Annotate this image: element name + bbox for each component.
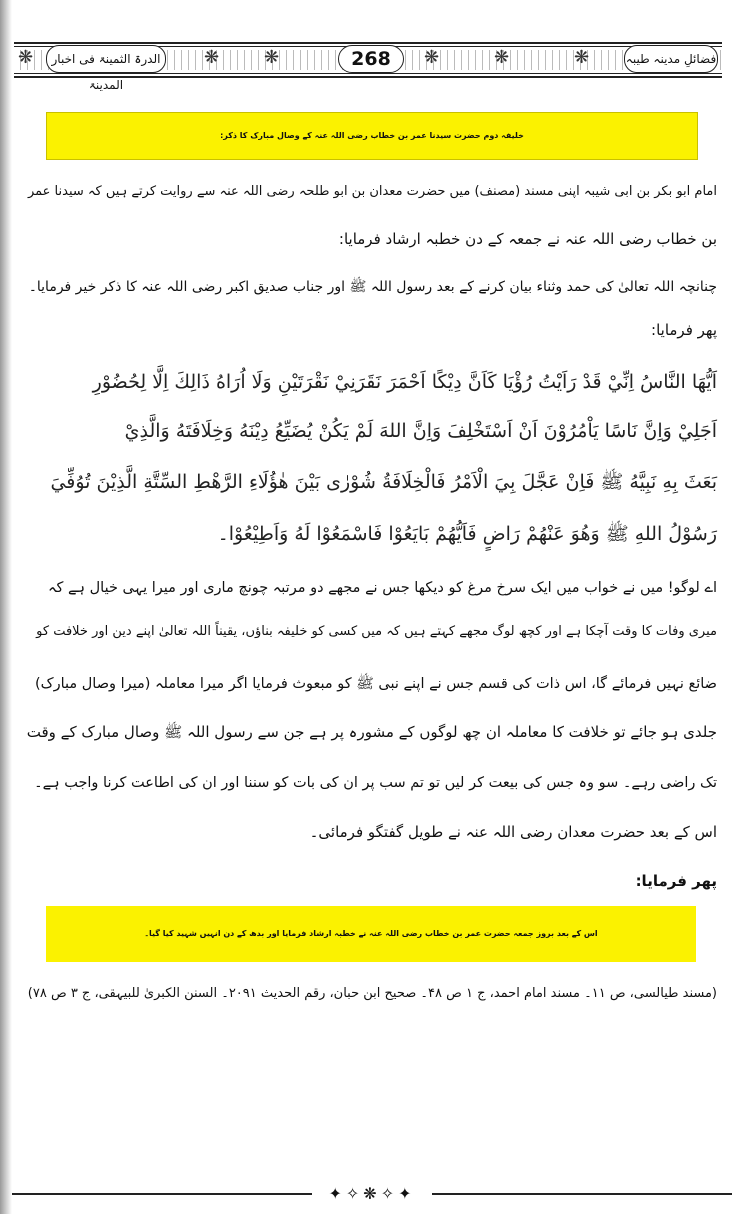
header-rule	[14, 73, 722, 74]
footer-rule	[12, 1193, 312, 1195]
page-edge-shadow	[0, 0, 12, 1214]
arabic-line: اَجَلِيْ وَاِنَّ نَاسًا يَاْمُرُوْنَ اَنْ اَسْتَخْلِفَ وَاِنَّ اللهَ لَمْ يَكُنْ يُضَيِّعُ دِيْنَهُ وَخِلَافَتَهُ وَالَّذِيْ	[124, 420, 717, 442]
section-title: خلیفہ دوم حضرت سیدنا عمر بن خطاب رضی اللہ عنہ کے وصال مبارک کا ذکر:	[46, 112, 698, 160]
after-line: اس کے بعد حضرت معدان رضی اللہ عنہ نے طویل گفتگو فرمائی۔	[309, 823, 717, 841]
ornament-icon: ❋	[574, 47, 590, 68]
footer-rule	[432, 1193, 732, 1195]
header-rule	[14, 42, 722, 44]
header-book-title: الدرۃ الثمینۃ فی اخبار المدینۃ	[46, 45, 166, 73]
ornament-icon: ❋	[204, 47, 220, 68]
page-number: 268	[338, 45, 404, 73]
arabic-line: اَيُّهَا النَّاسُ اِنِّيْ قَدْ رَاَيْتُ رُؤْيَا كَاَنَّ دِيْكًا اَحْمَرَ نَقَرَنِيْ نَقْرَتَيْنِ وَلَا اُرَاهُ ذَالِكَ اِلَّا لِحُضُوْرِ	[92, 371, 717, 393]
translation-line: اے لوگو! میں نے خواب میں ایک سرخ مرغ کو دیکھا جس نے مجھے دو مرتبہ چونچ ماری اور میرا یہی خیال ہے کہ	[48, 580, 717, 596]
intro-line: بن خطاب رضی اللہ عنہ نے جمعہ کے دن خطبہ ارشاد فرمایا:	[338, 230, 717, 248]
intro-line: چنانچہ اللہ تعالیٰ کی حمد وثناء بیان کرنے کے بعد رسول اللہ ﷺ اور جناب صدیق اکبر رضی اللہ عنہ کا ذکر خیر فرمایا۔	[28, 279, 717, 295]
page-header	[14, 42, 722, 92]
arabic-line: بَعَثَ بِهِ نَبِيَّهُ ﷺ فَاِنْ عَجَّلَ بِيَ الْاَمْرُ فَالْخِلَافَةُ شُوْرٰى بَيْنَ هٰؤُلَاءِ الرَّهْطِ السِّتَّةِ الَّذِيْنَ تُوُفِّيَ	[50, 471, 717, 493]
translation-line: ضائع نہیں فرمائے گا، اس ذات کی قسم جس نے اپنے نبی ﷺ کو مبعوث فرمایا اگر میرا معاملہ (میرا وصال مبارک)	[34, 676, 717, 692]
ornament-icon: ❋	[18, 47, 34, 68]
footer-ornament-icon: ✦✧❋✧✦	[328, 1184, 416, 1203]
translation-line: تک راضی رہے۔ سو وہ جس کی بیعت کر لیں تو تم سب پر ان کی بات کو سننا اور ان کی اطاعت کرنا واجب ہے۔	[34, 775, 717, 791]
header-chapter-title: فضائلِ مدینہ طیبہ	[624, 45, 718, 73]
ornament-icon: ❋	[424, 47, 440, 68]
then-said-label: پھر فرمایا:	[635, 872, 717, 890]
ornament-icon: ❋	[264, 47, 280, 68]
page-footer	[12, 1184, 732, 1204]
highlighted-statement: اس کے بعد بروز جمعہ حضرت عمر بن خطاب رضی اللہ عنہ نے خطبہ ارشاد فرمایا اور بدھ کے دن انہیں شہید کیا گیا۔	[46, 906, 696, 962]
ornament-icon: ❋	[494, 47, 510, 68]
translation-line: میری وفات کا وقت آچکا ہے اور کچھ لوگ مجھے کہتے ہیں کہ میں کسی کو خلیفہ بناؤں، یقیناً اللہ تعالیٰ اپنے دین اور خلافت کو	[36, 624, 717, 639]
translation-line: جلدی ہو جائے تو خلافت کا معاملہ ان چھ لوگوں کے مشورہ پر ہے جن سے رسول اللہ ﷺ وصال مبارک کے وقت	[26, 723, 717, 741]
reference-citation: (مسند طیالسی، ص ۱۱۔ مسند امام احمد، ج ۱ ص ۴۸۔ صحیح ابن حبان، رقم الحدیث ۲۰۹۱۔ السنن الکبریٰ للبیہقی، ج ۳ ص ۷۸)	[27, 986, 717, 1001]
arabic-line: رَسُوْلُ اللهِ ﷺ وَهُوَ عَنْهُمْ رَاضٍ فَاَيُّهُمْ بَايَعُوْا فَاسْمَعُوْا لَهُ وَاَطِيْعُوْا۔	[217, 523, 717, 545]
intro-line: امام ابو بکر بن ابی شیبہ اپنی مسند (مصنف) میں حضرت معدان بن ابو طلحہ رضی اللہ عنہ سے روایت کرتے ہیں کہ سیدنا عمر	[27, 184, 717, 199]
intro-line: پھر فرمایا:	[651, 321, 717, 339]
